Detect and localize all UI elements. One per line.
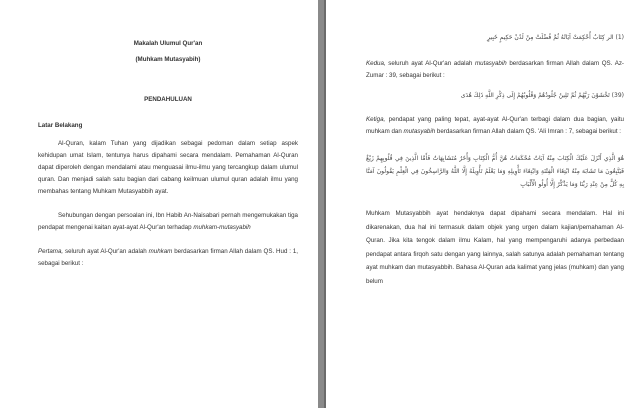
paragraph-2-italic: muhkam-mutasyabih	[193, 224, 251, 231]
paragraph-3-text-a: seluruh ayat Al-Qur'an adalah	[63, 248, 149, 255]
paragraph-3-lead: Pertama,	[38, 248, 64, 255]
paragraph-5-italic: mutasyabih	[403, 128, 436, 135]
paragraph-3	[38, 246, 298, 270]
quran-verse-hud-1	[366, 32, 624, 44]
paragraph-5-text-b: berdasarkan firman Allah dalam QS. 'Ali Imran : 7, sebagai berikut :	[435, 128, 622, 135]
paragraph-2-text: Sehubungan dengan persoalan ini, Ibn Habib An-Naisabari pernah mengemukakan tiga pendapat mengenai kaitan ayat-ayat Al-Qur'an terhadap	[38, 212, 298, 231]
paragraph-4-lead: Kedua,	[366, 60, 386, 67]
paragraph-6: Muhkam Mutasyabbih ayat hendaknya dapat dipahami secara mendalam. Hal ini dikarenakan, dua hal ini termasuk dalam objek yang urgen dalam kajian/pemahaman Al-Quran. Jika kita tengok dalam ilmu Kalam, hal yang mempengaruhi adanya perbedaan pendapat antara firqoh satu dengan yang lainnya, salah satunya adalah pemahaman tentang ayat muhkam dan mutasyabbih. Bahasa Al-Quran ada kalimat yang jelas (muhkam) dan yang belum	[366, 210, 624, 285]
quran-verse-hud-1-text: كِتَابٌ أُحْكِمَتْ آيَاتُهُ ثُمَّ فُصِّلَتْ مِنْ لَدُنْ حَكِيمٍ خَبِيرٍ	[487, 34, 605, 41]
paragraph-4	[366, 58, 624, 82]
paragraph-4-text-a: seluruh ayat Al-Qur'an adalah	[385, 60, 476, 67]
paragraph-5	[366, 114, 624, 138]
quran-verse-zumar-39: (39) تَخْشَوْنَ رَبَّهُمْ ثُمَّ تَلِينُ جُلُودُهُمْ وَقُلُوبُهُمْ إِلَى ذِكْرِ اللَّهِ ذَلِكَ هُدَى	[460, 92, 624, 99]
paragraph-1-text: Al-Quran, kalam Tuhan yang dijadikan sebagai pedoman dalam setiap aspek kehidupan umat Islam, tentunya harus dipahami secara mendalam. Pemahaman Al-Quran dapat diperoleh dengan mendalami atau menguasai ilmu-ilmu yang tercangkup dalam ulumul quran. Dan menjadi salah satu bagian dari cabang keilmuan ulumul quran adalah ilmu yang membahas tentang Muhkam Mutasyabbih ayat.	[38, 140, 298, 195]
document-page-left	[0, 0, 318, 408]
document-subtitle: (Muhkam Mutasyabih)	[135, 56, 201, 63]
paragraph-3-text-b: berdasarkan firman Allah dalam QS. Hud : 1, sebagai berikut :	[38, 248, 299, 267]
paragraph-2	[38, 210, 298, 234]
document-page-right	[326, 0, 640, 408]
quran-verse-hud-1-prefix: (1) الر	[606, 34, 624, 41]
subsection-heading-latar-belakang: Latar Belakang	[38, 122, 83, 129]
paragraph-5-text-a: pendapat yang paling tepat, ayat-ayat Al-Qur'an terbagi dalam dua bagian, yaitu muhkam dan	[366, 116, 624, 135]
paragraph-4-text-b: berdasarkan firman Allah dalam QS. Az-Zumar : 39, sebagai berikut :	[366, 60, 624, 79]
quran-verse-ali-imran-7: هُوَ الَّذِي أَنْزَلَ عَلَيْكَ الْكِتَابَ مِنْهُ آيَاتٌ مُحْكَمَاتٌ هُنَّ أُمُّ الْكِتَابِ وَأُخَرُ مُتَشَابِهَاتٌ فَأَمَّا الَّذِينَ فِي قُلُوبِهِمْ زَيْغٌ فَيَتَّبِعُونَ مَا تَشَابَهَ مِنْهُ ابْتِغَاءَ الْفِتْنَةِ وَابْتِغَاءَ تَأْوِيلِهِ وَمَا يَعْلَمُ تَأْوِيلَهُ إِلَّا اللَّهُ وَالرَّاسِخُونَ فِي الْعِلْمِ يَقُولُونَ آمَنَّا بِهِ كُلٌّ مِنْ عِنْدِ رَبِّنَا وَمَا يَذَّكَّرُ إِلَّا أُولُو الْأَلْبَابِ	[366, 155, 624, 188]
paragraph-1	[38, 138, 298, 198]
section-heading-pendahuluan: PENDAHULUAN	[144, 96, 192, 103]
paragraph-4-italic: mutasyabih	[475, 60, 507, 67]
paragraph-5-lead: Ketiga,	[366, 116, 386, 123]
document-title: Makalah Ulumul Qur'an	[133, 40, 203, 47]
paragraph-3-italic: muhkam	[148, 248, 173, 255]
